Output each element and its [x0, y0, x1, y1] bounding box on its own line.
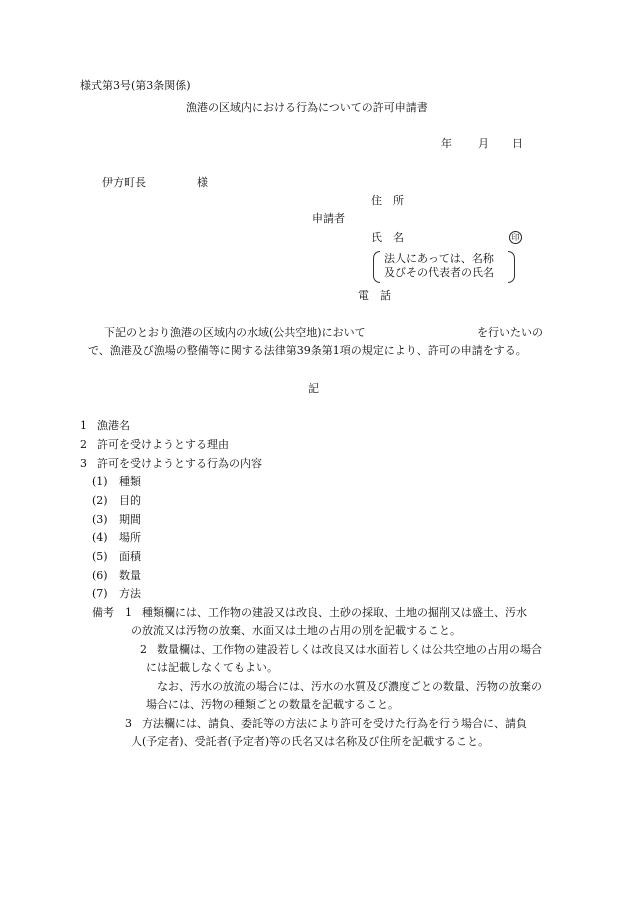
item-label: 許可を受けようとする行為の内容 [97, 457, 262, 470]
item-label: 許可を受けようとする理由 [97, 438, 229, 451]
note-text: 種類欄には、工作物の建設又は改良、土砂の採取、土地の掘削又は盛土、汚水 [142, 606, 527, 619]
subitem-num: (1) [92, 475, 108, 488]
item-label: 漁港名 [97, 419, 130, 432]
date-month: 月 [478, 137, 489, 150]
subitem-label: 期間 [119, 513, 141, 526]
subitem-label: 方法 [119, 587, 141, 600]
body-line1-a: 下記のとおり漁港の区域内の水域(公共空地)において [104, 326, 366, 339]
item-num: 2 [80, 438, 87, 451]
subitem-label: 種類 [119, 475, 141, 488]
date-year: 年 [441, 137, 452, 150]
note-num: 1 [125, 606, 132, 619]
subitem-num: (7) [92, 587, 108, 600]
ki-heading: 記 [308, 382, 319, 395]
body-line2: で、漁港及び漁場の整備等に関する法律第39条第1項の規定により、許可の申請をする。 [88, 344, 527, 357]
seal-mark: 印 [509, 231, 522, 244]
form-title: 漁港の区域内における行為についての許可申請書 [186, 101, 428, 114]
note-text: 人(予定者)、受託者(予定者)等の氏名又は名称及び住所を記載すること。 [131, 735, 490, 748]
note-text: 方法欄には、請負、委託等の方法により許可を受けた行為を行う場合に、請負 [142, 717, 527, 730]
corp-note-line2: 及びその代表者の氏名 [384, 266, 494, 279]
note-text: の放流又は汚物の放棄、水面又は土地の占用の別を記載すること。 [131, 624, 461, 637]
phone-label: 電 話 [358, 289, 391, 302]
name-label: 氏 名 [371, 231, 404, 244]
subitem-label: 場所 [119, 531, 141, 544]
corp-note-line1: 法人にあっては、名称 [384, 252, 494, 265]
left-paren-bracket [373, 251, 380, 283]
subitem-label: 目的 [119, 494, 141, 507]
subitem-num: (5) [92, 550, 108, 563]
note-num: 3 [125, 717, 132, 730]
item-num: 1 [80, 419, 87, 432]
subitem-label: 数量 [119, 569, 141, 582]
note-text: 数量欄は、工作物の建設若しくは改良又は水面若しくは公共空地の占用の場合 [157, 643, 542, 656]
note-num: 2 [140, 643, 147, 656]
note-text: なお、汚水の放流の場合には、汚水の水質及び濃度ごとの数量、汚物の放棄の [157, 680, 542, 693]
addressee-honorific: 様 [197, 176, 208, 189]
body-line1-b: を行いたいの [477, 326, 543, 339]
right-paren-bracket [508, 251, 515, 283]
note-text: には記載しなくてもよい。 [146, 661, 278, 674]
item-num: 3 [80, 457, 87, 470]
subitem-label: 面積 [119, 550, 141, 563]
applicant-label: 申請者 [312, 212, 345, 225]
note-text: 場合には、汚物の種類ごとの数量を記載すること。 [146, 698, 399, 711]
subitem-num: (3) [92, 513, 108, 526]
date-day: 日 [512, 137, 523, 150]
form-number: 様式第3号(第3条関係) [80, 79, 191, 92]
subitem-num: (4) [92, 531, 108, 544]
addressee-name: 伊方町長 [102, 176, 146, 189]
subitem-num: (2) [92, 494, 108, 507]
notes-label: 備考 [92, 606, 114, 619]
address-label: 住 所 [371, 194, 404, 207]
subitem-num: (6) [92, 569, 108, 582]
